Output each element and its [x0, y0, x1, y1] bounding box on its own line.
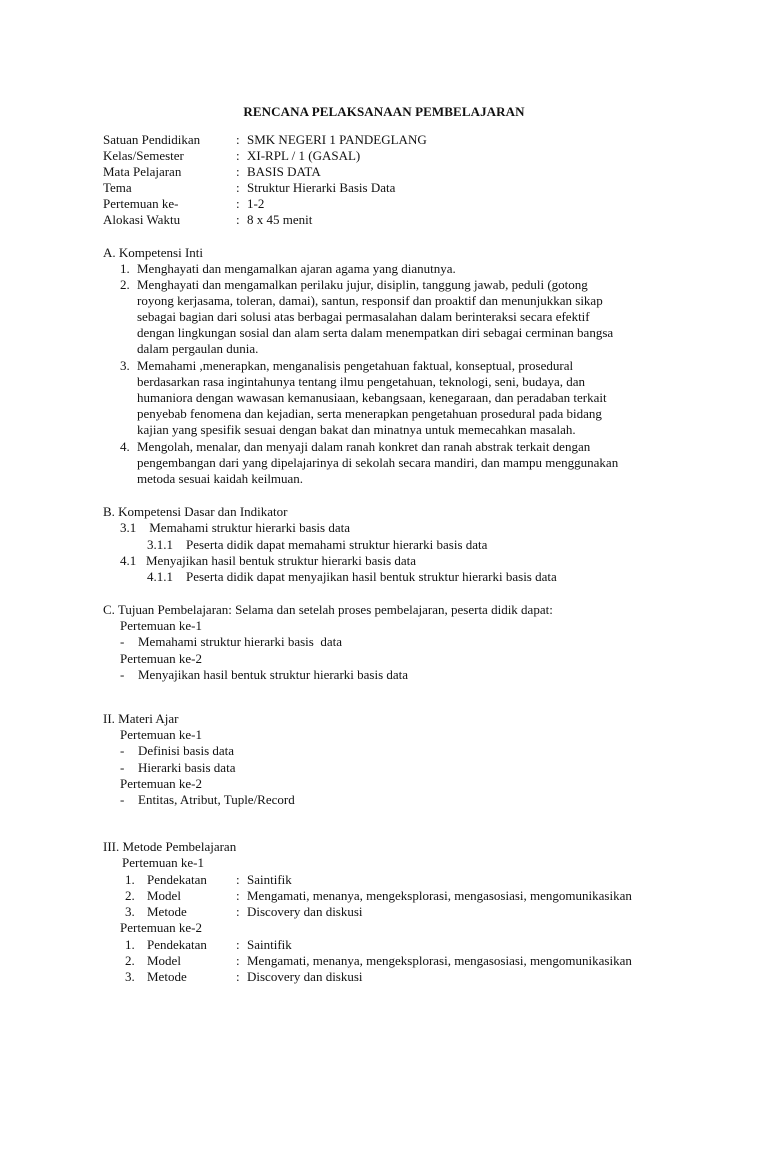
list-item-line: metoda sesuai kaidah keilmuan. [137, 471, 304, 486]
method-colon: : [236, 872, 240, 887]
list-item-line: humaniora dengan wawasan kemanusiaan, kebangsaan, kenegaraan, dan peradaban terkait [137, 390, 607, 405]
method-value: Discovery dan diskusi [247, 969, 363, 984]
meeting-label: Pertemuan ke-2 [120, 776, 202, 791]
kd-item: 4.1 Menyajikan hasil bentuk struktur hierarki basis data [120, 553, 417, 568]
method-value: Mengamati, menanya, mengeksplorasi, mengasosiasi, mengomunikasikan [247, 888, 632, 903]
identity-label: Satuan Pendidikan [103, 132, 201, 147]
bullet: - [120, 667, 125, 682]
meeting-label: Pertemuan ke-2 [120, 920, 202, 935]
method-label: Model [147, 888, 181, 903]
method-number: 1. [125, 937, 135, 952]
method-label: Model [147, 953, 181, 968]
identity-value: SMK NEGERI 1 PANDEGLANG [247, 132, 427, 147]
identity-value: Struktur Hierarki Basis Data [247, 180, 396, 195]
list-item: Memahami struktur hierarki basis data [138, 634, 342, 649]
list-number: 2. [120, 277, 130, 292]
list-item: Hierarki basis data [138, 760, 236, 775]
identity-colon: : [236, 196, 240, 211]
method-label: Metode [147, 969, 187, 984]
method-number: 3. [125, 969, 135, 984]
method-colon: : [236, 937, 240, 952]
list-item-line: Mengolah, menalar, dan menyaji dalam ranah konkret dan ranah abstrak terkait dengan [137, 439, 591, 454]
list-item-line: Menghayati dan mengamalkan perilaku jujur, disiplin, tanggung jawab, peduli (gotong [137, 277, 588, 292]
method-colon: : [236, 969, 240, 984]
bullet: - [120, 760, 125, 775]
meeting-label: Pertemuan ke-1 [120, 727, 202, 742]
identity-colon: : [236, 148, 240, 163]
section-heading: A. Kompetensi Inti [103, 245, 204, 260]
list-item-line: sebagai bagian dari solusi atas berbagai permasalahan dalam berinteraksi secara efektif [137, 309, 590, 324]
identity-value: XI-RPL / 1 (GASAL) [247, 148, 361, 163]
identity-value: 1-2 [247, 196, 265, 211]
list-number: 4. [120, 439, 130, 454]
section-heading: III. Metode Pembelajaran [103, 839, 237, 854]
method-value: Saintifik [247, 872, 292, 887]
identity-colon: : [236, 212, 240, 227]
bullet: - [120, 743, 125, 758]
method-number: 1. [125, 872, 135, 887]
list-item: Definisi basis data [138, 743, 235, 758]
method-number: 3. [125, 904, 135, 919]
method-colon: : [236, 904, 240, 919]
identity-label: Alokasi Waktu [103, 212, 181, 227]
list-item-line: Menghayati dan mengamalkan ajaran agama yang dianutnya. [137, 261, 456, 276]
list-item: Menyajikan hasil bentuk struktur hierarki basis data [138, 667, 409, 682]
method-number: 2. [125, 953, 135, 968]
identity-label: Kelas/Semester [103, 148, 184, 163]
method-label: Metode [147, 904, 187, 919]
identity-value: BASIS DATA [247, 164, 321, 179]
bullet: - [120, 634, 125, 649]
identity-label: Tema [103, 180, 132, 195]
list-item-line: royong kerjasama, toleran, damai), santun, responsif dan proaktif dan menunjukkan sikap [137, 293, 603, 308]
meeting-label: Pertemuan ke-1 [122, 855, 204, 870]
identity-colon: : [236, 180, 240, 195]
indicator-item: 3.1.1 Peserta didik dapat memahami struktur hierarki basis data [147, 537, 488, 552]
bullet: - [120, 792, 125, 807]
indicator-item: 4.1.1 Peserta didik dapat menyajikan hasil bentuk struktur hierarki basis data [147, 569, 557, 584]
meeting-label: Pertemuan ke-1 [120, 618, 202, 633]
method-colon: : [236, 953, 240, 968]
page-title: RENCANA PELAKSANAAN PEMBELAJARAN [243, 104, 525, 119]
identity-colon: : [236, 132, 240, 147]
list-item-line: berdasarkan rasa ingintahunya tentang ilmu pengetahuan, teknologi, seni, budaya, dan [137, 374, 585, 389]
method-value: Mengamati, menanya, mengeksplorasi, mengasosiasi, mengomunikasikan [247, 953, 632, 968]
list-item-line: pengembangan dari yang dipelajarinya di sekolah secara mandiri, dan mampu menggunakan [137, 455, 619, 470]
method-colon: : [236, 888, 240, 903]
identity-label: Mata Pelajaran [103, 164, 182, 179]
identity-value: 8 x 45 menit [247, 212, 313, 227]
list-number: 3. [120, 358, 130, 373]
list-item-line: dalam pergaulan dunia. [137, 341, 259, 356]
list-item: Entitas, Atribut, Tuple/Record [138, 792, 295, 807]
method-label: Pendekatan [147, 937, 207, 952]
section-heading: B. Kompetensi Dasar dan Indikator [103, 504, 288, 519]
method-number: 2. [125, 888, 135, 903]
section-heading: C. Tujuan Pembelajaran: Selama dan setelah proses pembelajaran, peserta didik dapat: [103, 602, 553, 617]
list-item-line: dengan lingkungan sosial dan alam serta dalam menempatkan diri sebagai cerminan bangsa [137, 325, 614, 340]
method-label: Pendekatan [147, 872, 207, 887]
list-item-line: penyebab fenomena dan kejadian, serta menerapkan pengetahuan prosedural pada bidang [137, 406, 602, 421]
kd-item: 3.1 Memahami struktur hierarki basis data [120, 520, 350, 535]
meeting-label: Pertemuan ke-2 [120, 651, 202, 666]
identity-colon: : [236, 164, 240, 179]
section-heading: II. Materi Ajar [103, 711, 179, 726]
list-item-line: Memahami ,menerapkan, menganalisis pengetahuan faktual, konseptual, prosedural [137, 358, 574, 373]
method-value: Saintifik [247, 937, 292, 952]
list-number: 1. [120, 261, 130, 276]
identity-label: Pertemuan ke- [103, 196, 179, 211]
method-value: Discovery dan diskusi [247, 904, 363, 919]
list-item-line: kajian yang spesifik sesuai dengan bakat dan minatnya untuk memecahkan masalah. [137, 422, 576, 437]
